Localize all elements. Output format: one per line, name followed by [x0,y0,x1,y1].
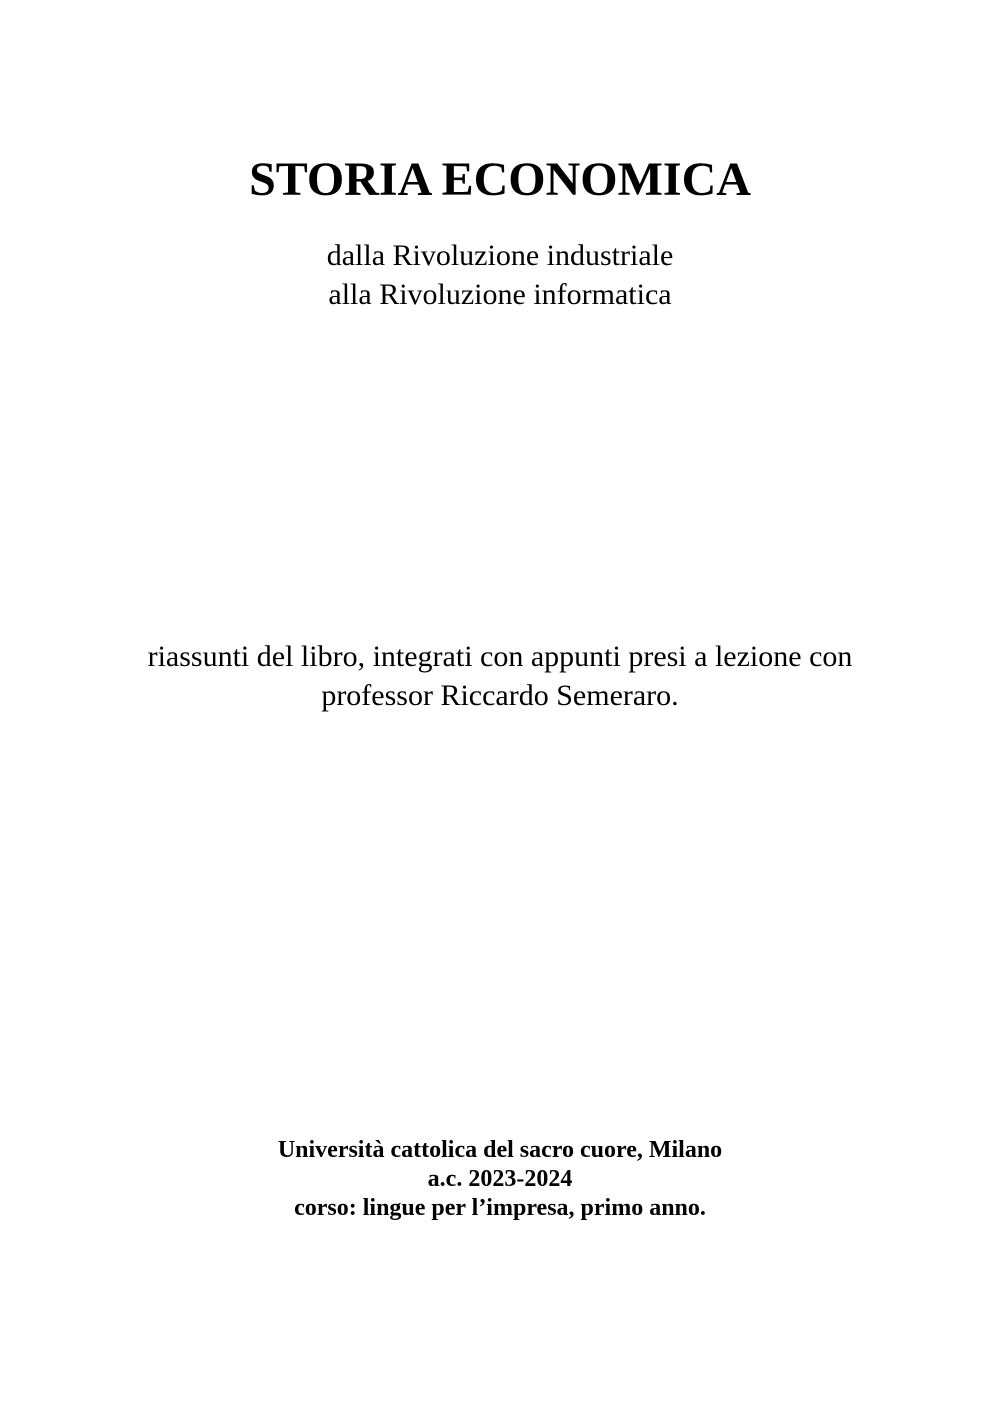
document-subtitle [0,236,1000,314]
document-footer [0,1136,1000,1223]
summary-line-2: professor Riccardo Semeraro. [321,679,679,712]
academic-year: a.c. 2023-2024 [427,1166,573,1192]
subtitle-line-2: alla Rivoluzione informatica [328,278,672,311]
subtitle-line-1: dalla Rivoluzione industriale [326,239,674,272]
document-title: STORIA ECONOMICA [249,153,751,206]
summary-line-1: riassunti del libro, integrati con appunti presi a lezione con [147,640,853,673]
course-info: corso: lingue per l’impresa, primo anno. [294,1195,706,1221]
summary-note [0,637,1000,715]
university-name: Università cattolica del sacro cuore, Milano [277,1137,723,1163]
